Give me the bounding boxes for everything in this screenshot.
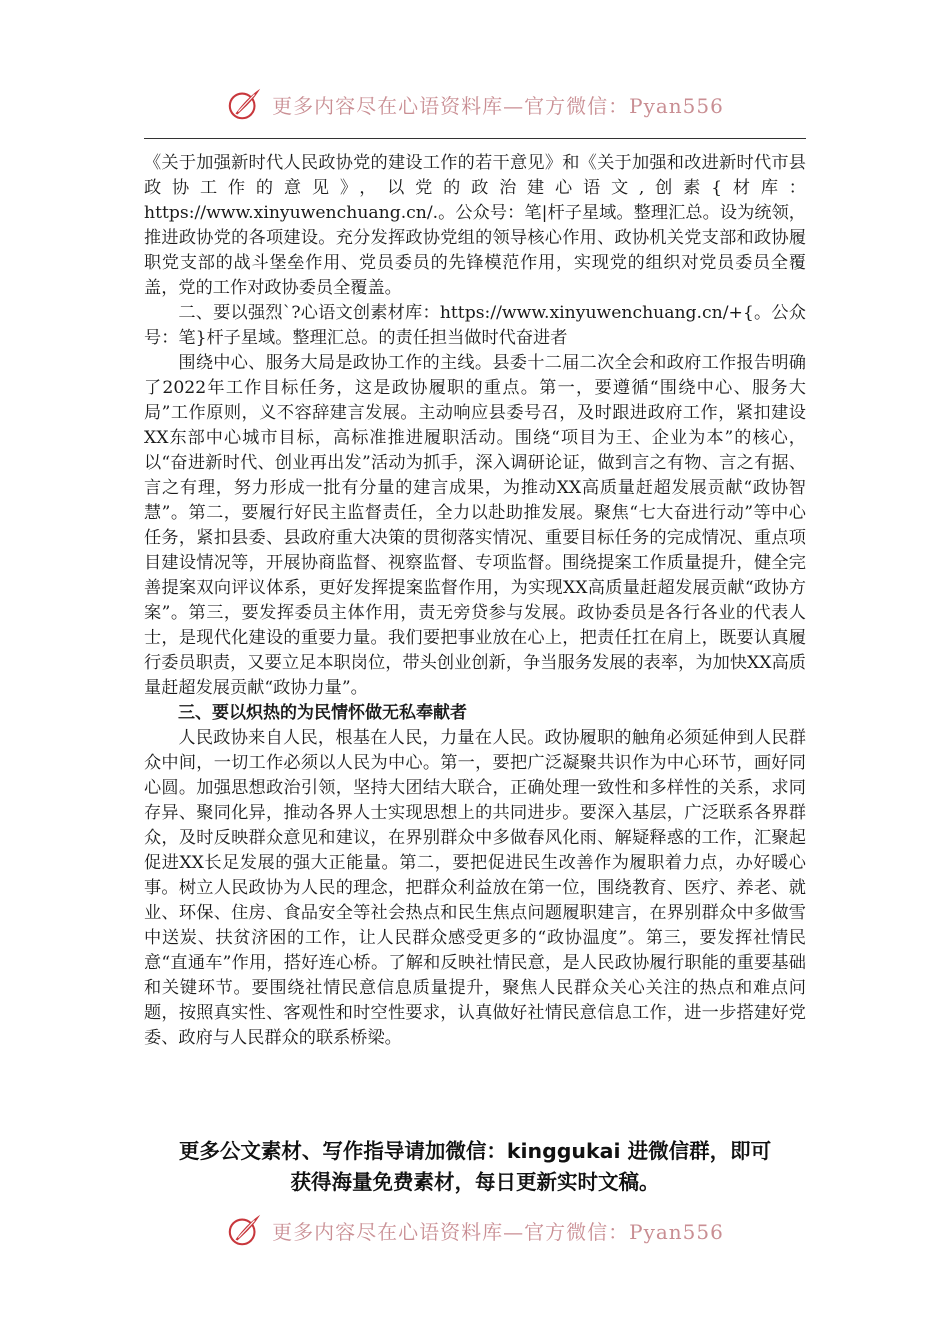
quill-logo-icon (226, 1211, 264, 1249)
paragraph: 人民政协来自人民，根基在人民，力量在人民。政协履职的触角必须延伸到人民群众中间，一切工作必须以人民为中心。第一，要把广泛凝聚共识作为中心环节，画好同心圆。加强思想政治引领，坚持大团结大联合，正确处理一致性和多样性的关系，求同存异、聚同化异，推动各界人士实现思想上的共同进步。要深入基层，广泛联系各界群众，及时反映群众意见和建议，在界别群众中多做春风化雨、解疑释惑的工作，汇聚起促进XX长足发展的强大正能量。第二，要把促进民生改善作为履职着力点，办好暖心事。树立人民政协为人民的理念，把群众利益放在第一位，围绕教育、医疗、养老、就业、环保、住房、食品安全等社会热点和民生焦点问题履职建言，在界别群众中多做雪中送炭、扶贫济困的工作，让人民群众感受更多的“政协温度”。第三，要发挥社情民意“直通车”作用，搭好连心桥。了解和反映社情民意，是人民政协履行职能的重要基础和关键环节。要围绕社情民意信息质量提升，聚焦人民群众关心关注的热点和难点问题，按照真实性、客观性和时空性要求，认真做好社情民意信息工作，进一步搭建好党委、政府与人民群众的联系桥梁。 (144, 728, 806, 1048)
paragraph: 围绕中心、服务大局是政协工作的主线。县委十二届二次全会和政府工作报告明确了2022年工作目标任务，这是政协履职的重点。第一，要遵循“围绕中心、服务大局”工作原则，义不容辞建言发展。主动响应县委号召，及时跟进政府工作，紧扣建设XX东部中心城市目标，高标准推进履职活动。围绕“项目为王、企业为本”的核心，以“奋进新时代、创业再出发”活动为抓手，深入调研论证，做到言之有物、言之有据、言之有理，努力形成一批有分量的建言成果，为推动XX高质量赶超发展贡献“政协智慧”。第二，要履行好民主监督责任，全力以赴助推发展。聚焦“七大奋进行动”等中心任务，紧扣县委、县政府重大决策的贯彻落实情况、重要目标任务的完成情况、重点项目建设情况等，开展协商监督、视察监督、专项监督。围绕提案工作质量提升，健全完善提案双向评议体系，更好发挥提案监督作用，为实现XX高质量赶超发展贡献“政协方案”。第三，要发挥委员主体作用，责无旁贷参与发展。政协委员是各行各业的代表人士，是现代化建设的重要力量。我们要把事业放在心上，把责任扛在肩上，既要认真履行委员职责，又要立足本职岗位，带头创业创新，争当服务发展的表率，为加快XX高质量赶超发展贡献“政协力量”。 (144, 353, 806, 698)
quill-logo-icon (226, 85, 264, 123)
document-body (144, 151, 806, 1051)
section-heading-2: 二、要以强烈`?心语文创素材库：https://www.xinyuwenchuang.cn/+{。公众号：笔}杆子星域。整理汇总。的责任担当做时代奋进者 (144, 303, 806, 348)
header-banner-text: 更多内容尽在心语资料库—官方微信：Pyan556 (272, 93, 724, 118)
footer-banner (0, 1208, 950, 1252)
section-heading-3: 三、要以炽热的为民情怀做无私奉献者 (178, 703, 467, 723)
paragraph: 《关于加强新时代人民政协党的建设工作的若干意见》和《关于加强和改进新时代市县政协工作的意见》，以党的政治建心语文,创素{材库：https://www.xinyuwenchuang.cn/.。公众号：笔|杆子星域。整理汇总。设为统领，推进政协党的各项建设。充分发挥政协党组的领导核心作用、政协机关党支部和政协履职党支部的战斗堡垒作用、党员委员的先锋模范作用，实现党的组织对党员委员全覆盖，党的工作对政协委员全覆盖。 (144, 153, 806, 298)
promo-notice (110, 1136, 840, 1198)
promo-line: 获得海量免费素材，每日更新实时文稿。 (290, 1170, 660, 1194)
promo-line: 更多公文素材、写作指导请加微信：kinggukai 进微信群，即可 (178, 1139, 772, 1163)
header-divider (144, 138, 806, 139)
header-banner (0, 82, 950, 126)
footer-banner-text: 更多内容尽在心语资料库—官方微信：Pyan556 (272, 1219, 724, 1244)
